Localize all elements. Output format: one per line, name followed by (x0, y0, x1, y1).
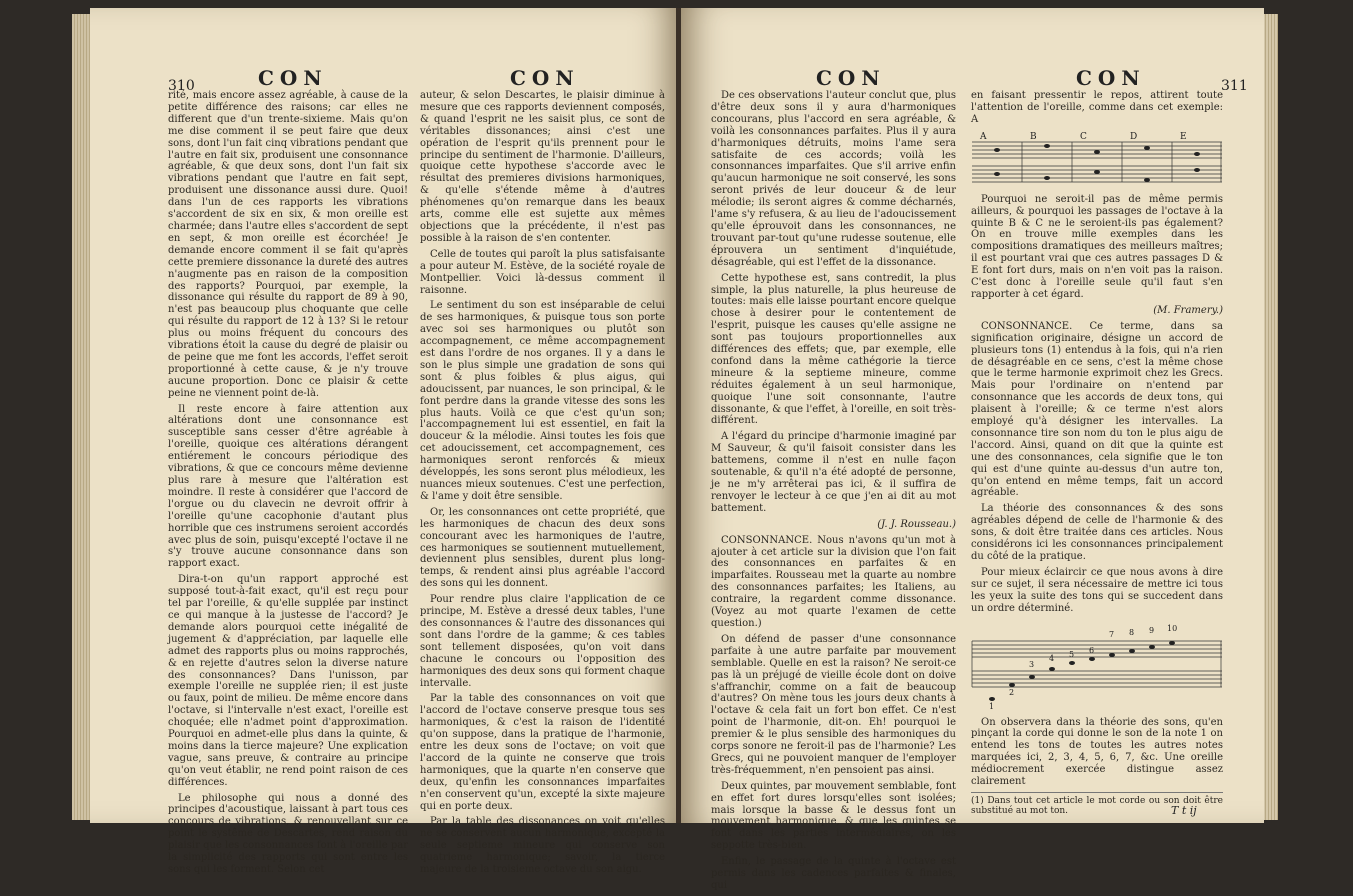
paragraph: On observera dans la théorie des sons, qu'en pinçant la corde qui donne le son de la note 1 on entend les tons de toutes les autres notes marquées ici, 2, 3, 4, 5, 6, 7, &c. Une oreille médiocrement exercée distingue assez clairement (971, 716, 1223, 788)
music-number: 10 (1167, 623, 1178, 633)
paragraph: Enfin, le passage de la quinte à l'octave est permis dans les cadences parfaites & finales, qui (711, 856, 956, 891)
music-number: 6 (1089, 645, 1095, 655)
music-number: 4 (1049, 653, 1055, 663)
music-label: A (980, 131, 987, 142)
right-page-number: 311 (1221, 78, 1248, 94)
right-header-left: CON (816, 66, 886, 90)
music-label: B (1030, 131, 1037, 142)
signature: (J. J. Rousseau.) (877, 518, 956, 530)
music-number: 1 (989, 701, 995, 711)
signature: (M. Framery.) (1153, 304, 1223, 316)
paragraph: Celle de toutes qui paroît la plus satisfaisante a pour auteur M. Estève, de la société royale de Montpellier. Voici là-dessus comment il raisonne. (420, 248, 665, 296)
left-page (90, 8, 679, 876)
music-number: 9 (1149, 625, 1155, 635)
paragraph: La théorie des consonnances & des sons agréables dépend de celle de l'harmonie & des sons, & doit être traitée dans ces articles. Nous considérons ici les consonnances principalement du côté de la pratique. (971, 503, 1223, 562)
music-number: 8 (1129, 627, 1135, 637)
right-page-edges (1262, 14, 1278, 820)
left-page-edges (72, 14, 92, 820)
left-header-left: CON (258, 66, 328, 90)
right-page (681, 8, 1264, 891)
paragraph: CONSONNANCE. Nous n'avons qu'un mot à ajouter à cet article sur la division que l'on fait des consonnances en parfaites & en imparfaites. Rousseau met la quarte au nombre des consonnances parfaites; les Italiens, au contraire, la regardent comme dissonance. (Voyez au mot quarte l'examen de cette question.) (711, 534, 956, 629)
left-column-2 (420, 90, 665, 880)
signature-mark: T t ij (1171, 804, 1197, 817)
paragraph: en faisant pressentir le repos, attirent toute l'attention de l'oreille, comme dans cet exemple: A (971, 90, 1223, 125)
paragraph: Il reste encore à faire attention aux altérations dont une consonnance est susceptible sans cesser d'être agréable à l'oreille, quoique ces altérations dérangent entiérement le concours périodique des vibrations, & que ce concours même devienne plus rare à mesure que l'altération est moindre. Il reste à considérer que l'accord de l'orgue ou du clavecin ne devroit offrir à l'oreille qu'une cacophonie d'autant plus horrible que ces instrumens seroient accordés avec plus de soin, puisqu'excepté l'octave il ne s'y trouve aucune consonnance dans son rapport exact. (168, 403, 408, 570)
paragraph: Dira-t-on qu'un rapport approché est supposé tout-à-fait exact, qu'il est reçu pour tel par l'oreille, & qu'elle supplée par instinct ce qui manque à la justesse de l'accord? Je demande alors pourquoi cette inégalité de jugement & d'appréciation, par laquelle elle admet des rapports plus ou moins rapprochés, & en rejette d'autres selon la diverse nature des consonnances? Dans l'unisson, par exemple l'oreille ne supplée rien; il est juste ou faux, point de milieu. De même encore dans l'octave, si l'intervalle n'est exact, l'oreille est choquée; elle n'admet point d'approximation. Pourquoi en admet-elle plus dans la quinte, & moins dans la tierce majeure? Une explication vague, sans preuve, & contraire au principe qu'on veut établir, ne rend point raison de ces différences. (168, 574, 408, 788)
left-column-1 (168, 90, 408, 880)
music-number: 2 (1009, 687, 1015, 697)
music-number: 5 (1069, 649, 1075, 659)
paragraph: On défend de passer d'une consonnance parfaite à une autre parfaite par mouvement semblable. Quelle en est la raison? Ne seroit-ce pas là un préjugé de vieille école dont on doive s'affranchir, comme on a fait de beaucoup d'autres? On mène tous les jours deux chants à l'octave & cela fait un fort bon effet. Ce n'est point de l'harmonie, dit-on. Eh! pourquoi le premier & le plus sensible des harmoniques du corps sonore ne feroit-il pas de l'harmonie? Les Grecs, qui ne pouvoient manquer de l'employer très-fréquemment, n'en pensoient pas ainsi. (711, 633, 956, 776)
paragraph: Cette hypothese est, sans contredit, la plus simple, la plus naturelle, la plus heureuse de toutes: mais elle laisse pourtant encore quelque chose à desirer pour le contentement de l'esprit, puisque les causes qu'elle assigne ne sont pas toujours proportionnelles aux différences des effets; que, par exemple, elle confond dans la même cathégorie la tierce mineure & la septieme mineure, comme réduites également à un seul harmonique, quoique l'une soit consonnante, l'autre dissonante, & que l'effet, à l'oreille, en soit très-différent. (711, 272, 956, 427)
left-page-number: 310 (168, 78, 195, 94)
music-label: D (1130, 131, 1138, 142)
paragraph: Par la table des consonnances on voit que l'accord de l'octave conserve presque tous ses harmoniques, & c'est la raison de l'identité qu'on suppose, dans la pratique de l'harmonie, entre les deux sons de l'octave; on voit que l'accord de la quinte ne conserve que trois harmoniques, que la quarte n'en conserve que deux, qu'enfin les consonnances imparfaites n'en conservent qu'un, excepté la sixte majeure qui en porte deux. (420, 693, 665, 812)
music-number: 7 (1109, 629, 1115, 639)
paragraph: Pour rendre plus claire l'application de ce principe, M. Estève a dressé deux tables, l'une des consonnances & l'autre des dissonances qui sont dans l'ordre de la gamme; & ces tables sont tellement disposées, qu'on voit dans chacune le concours ou l'opposition des harmoniques des deux sons qui forment chaque intervalle. (420, 594, 665, 689)
right-header-right: CON (1076, 66, 1146, 90)
music-label: C (1080, 131, 1087, 142)
right-column-2 (971, 90, 1223, 816)
music-example-1 (971, 130, 1223, 188)
left-header-right: CON (510, 66, 580, 90)
paragraph: CONSONNANCE. Ce terme, dans sa signification originaire, désigne un accord de plusieurs tons (1) entendus à la fois, qui n'a rien de désagréable en ce sens, c'est la même chose que le terme harmonie exprimoit chez les Grecs. Mais pour l'ordinaire on n'entend par consonnance que les accords de deux tons, qui plaisent à l'oreille; & ce terme n'est alors employé qu'à désigner les intervalles. La consonnance tire son nom du ton le plus aigu de l'accord. Ainsi, quand on dit que la quinte est une des consonnances, cela signifie que le ton qui est d'une quinte au-dessus d'un autre ton, qu'on entend en même temps, fait un accord agréable. (971, 320, 1223, 499)
music-example-2 (971, 619, 1223, 711)
music-number: 3 (1029, 659, 1035, 669)
right-column-1 (711, 90, 956, 896)
music-staff-2 (971, 619, 1223, 711)
paragraph: rité, mais encore assez agréable, à cause de la petite différence des raisons; car elles ne different que d'un trente-sixieme. Mais qu'on me dise comment il se peut faire que deux sons, dont l'un fait cinq vibrations pendant que l'autre en fait six, produisent une consonnance agréable, & que deux sons, dont l'un fait six vibrations pendant que l'autre en fait sept, produisent une dissonance aussi dure. Quoi! dans l'un de ces rapports les vibrations s'accordent de six en six, & mon oreille est charmée; dans l'autre elles s'accordent de sept en sept, & mon oreille est écorchée! Je demande encore comment il se fait qu'après cette premiere dissonance la dureté des autres n'augmente pas en raison de la composition des rapports? Pourquoi, par exemple, la dissonance qui résulte du rapport de 89 à 90, n'est pas beaucoup plus choquante que celle qui résulte du rapport de 12 à 13? Si le retour plus ou moins fréquent du concours des vibrations étoit la cause du degré de plaisir ou de peine que me font les accords, l'effet seroit proportionné à cette cause, & je n'y trouve aucune proportion. Donc ce plaisir & cette peine ne viennent point de-là. (168, 90, 408, 399)
paragraph: Le philosophe qui nous a donné des principes d'acoustique, laissant à part tous ces concours de vibrations, & renouvellant sur ce point le systême de Descartes, rend raison du plaisir que les consonnances font à l'oreille par la simplicité des rapports qui sont entre les sons qui les forment. Selon cet (168, 792, 408, 875)
paragraph: A l'égard du principe d'harmonie imaginé par M Sauveur, & qu'il faisoit consister dans les battemens, comme il n'est en nulle façon soutenable, & qu'il n'a été adopté de personne, je ne m'y arrêterai pas ici, & il suffira de renvoyer le lecteur à ce que j'en ai dit au mot battement. (711, 431, 956, 514)
paragraph: auteur, & selon Descartes, le plaisir diminue à mesure que ces rapports deviennent composés, & quand l'esprit ne les saisit plus, ce sont de véritables dissonances; ainsi c'est une opération de l'esprit qu'ils prennent pour le principe du sentiment de l'harmonie. D'ailleurs, quoique cette hypothese s'accorde avec le résultat des premieres divisions harmoniques, & qu'elle s'étende même à d'autres phénomenes qu'on remarque dans les beaux arts, comme elle est sujette aux mêmes objections que la précédente, il n'est pas possible à la raison de s'en contenter. (420, 90, 665, 244)
paragraph: Pourquoi ne seroit-il pas de même permis ailleurs, & pourquoi les passages de l'octave à la quinte B & C ne le seroient-ils pas également? On en trouve mille exemples dans les compositions dramatiques des meilleurs maîtres; il est pourtant vrai que ces autres passages D & E font fort durs, mais on n'en voit pas la raison. C'est donc à l'oreille seule qu'il faut s'en rapporter à cet égard. (971, 193, 1223, 300)
paragraph: Pour mieux éclaircir ce que nous avons à dire sur ce sujet, il sera nécessaire de mettre ici tous les yeux la suite des tons qui se succedent dans un ordre déterminé. (971, 566, 1223, 614)
paragraph: Deux quintes, par mouvement semblable, font en effet fort dures lorsqu'elles sont isolées; mais lorsque la basse & le dessus font un mouvement harmonique, & que les quintes se font dans les parties intermédiaires, on les seppotte très-bien. (711, 780, 956, 852)
paragraph: Par la table des dissonances on voit qu'elles ne se conservent aucun harmonique, excepté la seule septieme mineure qui conserve son quatrieme harmonique; savoir, la tierce majeure de la troisieme octave du son aigu. (420, 816, 665, 876)
music-label: E (1180, 131, 1187, 142)
paragraph: Or, les consonnances ont cette propriété, que les harmoniques de chacun des deux sons concourant avec les harmoniques de l'autre, ces harmoniques se soutiennent mutuellement, deviennent plus sensibles, durent plus long-temps, & rendent ainsi plus agréable l'accord des sons qui les donnent. (420, 506, 665, 590)
paragraph: De ces observations l'auteur conclut que, plus d'être deux sons il y aura d'harmoniques concourans, plus l'accord en sera agréable, & voilà les consonnances parfaites. Plus il y aura d'harmoniques détruits, moins l'ame sera satisfaite de ces accords; voilà les consonnances imparfaites. Que s'il arrive enfin qu'aucun harmonique ne soit conservé, les sons seront privés de leur douceur & de leur mélodie; ils seront aigres & comme décharnés, l'ame s'y refusera, & au lieu de l'adoucissement qu'elle éprouvoit dans les consonnances, ne trouvant par-tout qu'une rudesse soutenue, elle éprouvera un sentiment d'inquiétude, désagréable, qui est l'effet de la dissonance. (711, 90, 956, 268)
music-staff-1 (971, 130, 1223, 188)
footnote: (1) Dans tout cet article le mot corde ou son doit être substitué au mot ton. (971, 792, 1223, 816)
paragraph: Le sentiment du son est inséparable de celui de ses harmoniques, & puisque tous son porte avec soi ses harmoniques ou plutôt son accompagnement, ce même accompagnement est dans l'ordre de nos organes. Il y a dans le son le plus simple une gradation de sons qui sont & plus foibles & plus aigus, qui adoucissent, par nuances, le son principal, & le font perdre dans la grande vitesse des sons les plus hauts. Voilà ce que c'est qu'un son; l'accompagnement lui est essentiel, en fait la douceur & la mélodie. Ainsi toutes les fois que cet adoucissement, cet accompagnement, ces harmoniques seront renforcés & mieux développés, les sons seront plus mélodieux, les nuances mieux soutenues. C'est une perfection, & l'ame y doit être sensible. (420, 300, 665, 502)
